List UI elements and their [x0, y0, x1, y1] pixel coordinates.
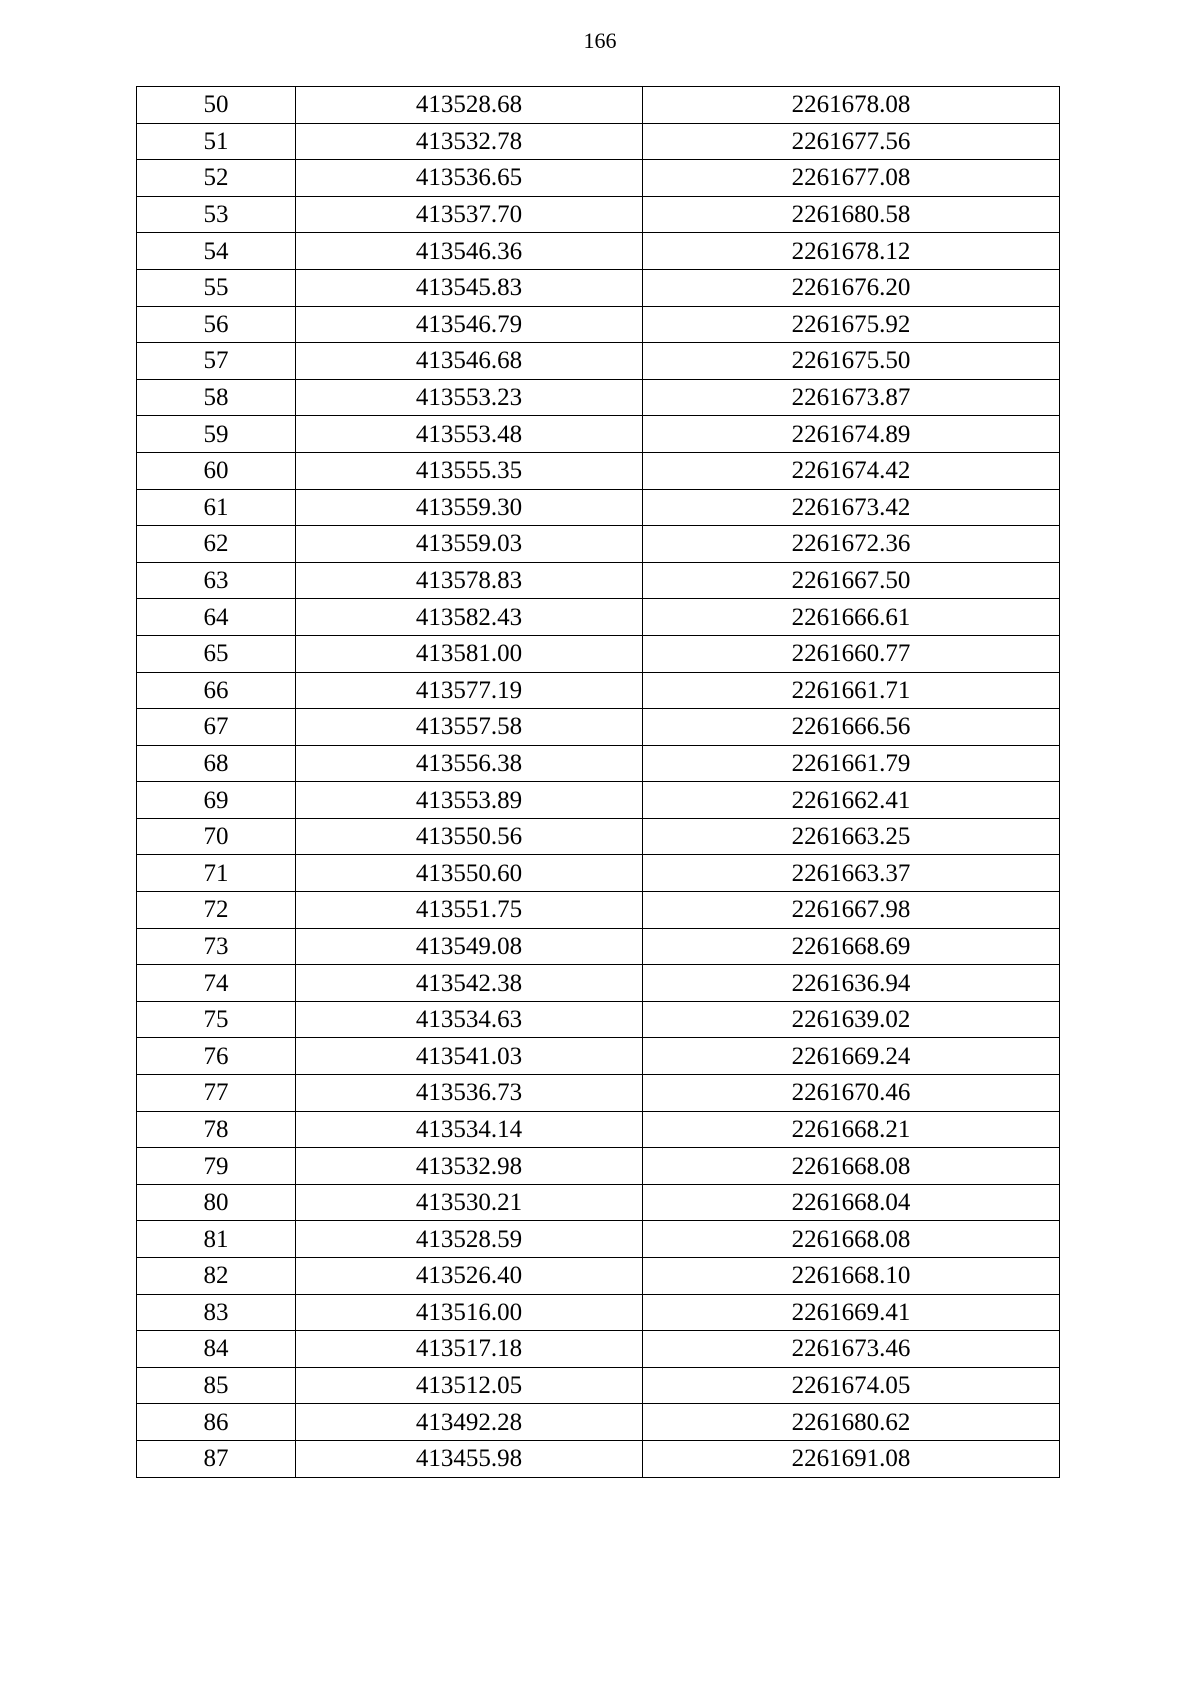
point-number-cell: 56: [137, 306, 296, 343]
coordinates-table-body: [137, 87, 1060, 1478]
x-coordinate-cell: 413549.08: [296, 928, 643, 965]
y-coordinate-cell: 2261668.04: [643, 1184, 1060, 1221]
y-coordinate-cell: 2261668.08: [643, 1148, 1060, 1185]
table-row: [137, 1184, 1060, 1221]
point-number-cell: 66: [137, 672, 296, 709]
point-number-cell: 75: [137, 1001, 296, 1038]
x-coordinate-cell: 413512.05: [296, 1367, 643, 1404]
table-row: [137, 269, 1060, 306]
point-number-cell: 58: [137, 379, 296, 416]
x-coordinate-cell: 413455.98: [296, 1440, 643, 1477]
point-number-cell: 85: [137, 1367, 296, 1404]
table-row: [137, 123, 1060, 160]
x-coordinate-cell: 413557.58: [296, 709, 643, 746]
point-number-cell: 53: [137, 196, 296, 233]
point-number-cell: 76: [137, 1038, 296, 1075]
x-coordinate-cell: 413545.83: [296, 269, 643, 306]
y-coordinate-cell: 2261674.89: [643, 416, 1060, 453]
y-coordinate-cell: 2261661.71: [643, 672, 1060, 709]
point-number-cell: 81: [137, 1221, 296, 1258]
x-coordinate-cell: 413550.56: [296, 818, 643, 855]
table-row: [137, 233, 1060, 270]
table-row: [137, 782, 1060, 819]
table-row: [137, 965, 1060, 1002]
table-row: [137, 1038, 1060, 1075]
table-row: [137, 818, 1060, 855]
table-row: [137, 379, 1060, 416]
y-coordinate-cell: 2261691.08: [643, 1440, 1060, 1477]
point-number-cell: 54: [137, 233, 296, 270]
table-row: [137, 1111, 1060, 1148]
point-number-cell: 69: [137, 782, 296, 819]
y-coordinate-cell: 2261660.77: [643, 635, 1060, 672]
y-coordinate-cell: 2261678.12: [643, 233, 1060, 270]
x-coordinate-cell: 413532.78: [296, 123, 643, 160]
x-coordinate-cell: 413546.68: [296, 343, 643, 380]
y-coordinate-cell: 2261666.56: [643, 709, 1060, 746]
point-number-cell: 79: [137, 1148, 296, 1185]
x-coordinate-cell: 413551.75: [296, 892, 643, 929]
point-number-cell: 64: [137, 599, 296, 636]
x-coordinate-cell: 413553.89: [296, 782, 643, 819]
x-coordinate-cell: 413550.60: [296, 855, 643, 892]
table-row: [137, 709, 1060, 746]
y-coordinate-cell: 2261676.20: [643, 269, 1060, 306]
x-coordinate-cell: 413517.18: [296, 1331, 643, 1368]
point-number-cell: 51: [137, 123, 296, 160]
point-number-cell: 83: [137, 1294, 296, 1331]
point-number-cell: 78: [137, 1111, 296, 1148]
table-row: [137, 1001, 1060, 1038]
x-coordinate-cell: 413530.21: [296, 1184, 643, 1221]
y-coordinate-cell: 2261677.08: [643, 160, 1060, 197]
x-coordinate-cell: 413532.98: [296, 1148, 643, 1185]
table-row: [137, 1404, 1060, 1441]
y-coordinate-cell: 2261673.87: [643, 379, 1060, 416]
table-row: [137, 306, 1060, 343]
x-coordinate-cell: 413578.83: [296, 562, 643, 599]
x-coordinate-cell: 413542.38: [296, 965, 643, 1002]
table-row: [137, 1367, 1060, 1404]
x-coordinate-cell: 413553.23: [296, 379, 643, 416]
y-coordinate-cell: 2261667.50: [643, 562, 1060, 599]
y-coordinate-cell: 2261680.62: [643, 1404, 1060, 1441]
point-number-cell: 67: [137, 709, 296, 746]
y-coordinate-cell: 2261639.02: [643, 1001, 1060, 1038]
y-coordinate-cell: 2261667.98: [643, 892, 1060, 929]
x-coordinate-cell: 413577.19: [296, 672, 643, 709]
y-coordinate-cell: 2261680.58: [643, 196, 1060, 233]
x-coordinate-cell: 413534.63: [296, 1001, 643, 1038]
point-number-cell: 63: [137, 562, 296, 599]
y-coordinate-cell: 2261663.25: [643, 818, 1060, 855]
x-coordinate-cell: 413536.65: [296, 160, 643, 197]
point-number-cell: 59: [137, 416, 296, 453]
y-coordinate-cell: 2261678.08: [643, 87, 1060, 124]
x-coordinate-cell: 413582.43: [296, 599, 643, 636]
y-coordinate-cell: 2261668.21: [643, 1111, 1060, 1148]
x-coordinate-cell: 413581.00: [296, 635, 643, 672]
point-number-cell: 70: [137, 818, 296, 855]
x-coordinate-cell: 413526.40: [296, 1258, 643, 1295]
point-number-cell: 55: [137, 269, 296, 306]
x-coordinate-cell: 413559.03: [296, 526, 643, 563]
table-row: [137, 416, 1060, 453]
x-coordinate-cell: 413536.73: [296, 1075, 643, 1112]
x-coordinate-cell: 413537.70: [296, 196, 643, 233]
table-row: [137, 1331, 1060, 1368]
y-coordinate-cell: 2261672.36: [643, 526, 1060, 563]
table-row: [137, 196, 1060, 233]
point-number-cell: 86: [137, 1404, 296, 1441]
x-coordinate-cell: 413541.03: [296, 1038, 643, 1075]
y-coordinate-cell: 2261674.05: [643, 1367, 1060, 1404]
x-coordinate-cell: 413555.35: [296, 452, 643, 489]
y-coordinate-cell: 2261670.46: [643, 1075, 1060, 1112]
y-coordinate-cell: 2261668.69: [643, 928, 1060, 965]
point-number-cell: 62: [137, 526, 296, 563]
y-coordinate-cell: 2261673.46: [643, 1331, 1060, 1368]
table-row: [137, 526, 1060, 563]
y-coordinate-cell: 2261669.41: [643, 1294, 1060, 1331]
point-number-cell: 68: [137, 745, 296, 782]
page-number: 166: [583, 28, 617, 53]
table-row: [137, 1075, 1060, 1112]
table-row: [137, 1258, 1060, 1295]
point-number-cell: 84: [137, 1331, 296, 1368]
point-number-cell: 52: [137, 160, 296, 197]
point-number-cell: 82: [137, 1258, 296, 1295]
y-coordinate-cell: 2261675.50: [643, 343, 1060, 380]
y-coordinate-cell: 2261661.79: [643, 745, 1060, 782]
table-row: [137, 855, 1060, 892]
y-coordinate-cell: 2261636.94: [643, 965, 1060, 1002]
point-number-cell: 65: [137, 635, 296, 672]
y-coordinate-cell: 2261677.56: [643, 123, 1060, 160]
y-coordinate-cell: 2261669.24: [643, 1038, 1060, 1075]
x-coordinate-cell: 413553.48: [296, 416, 643, 453]
point-number-cell: 77: [137, 1075, 296, 1112]
table-row: [137, 87, 1060, 124]
x-coordinate-cell: 413492.28: [296, 1404, 643, 1441]
point-number-cell: 57: [137, 343, 296, 380]
table-row: [137, 599, 1060, 636]
table-row: [137, 745, 1060, 782]
point-number-cell: 60: [137, 452, 296, 489]
x-coordinate-cell: 413534.14: [296, 1111, 643, 1148]
table-row: [137, 1294, 1060, 1331]
x-coordinate-cell: 413559.30: [296, 489, 643, 526]
point-number-cell: 80: [137, 1184, 296, 1221]
point-number-cell: 72: [137, 892, 296, 929]
point-number-cell: 61: [137, 489, 296, 526]
table-row: [137, 489, 1060, 526]
table-row: [137, 1440, 1060, 1477]
table-row: [137, 892, 1060, 929]
table-row: [137, 343, 1060, 380]
y-coordinate-cell: 2261668.10: [643, 1258, 1060, 1295]
table-row: [137, 928, 1060, 965]
y-coordinate-cell: 2261666.61: [643, 599, 1060, 636]
y-coordinate-cell: 2261668.08: [643, 1221, 1060, 1258]
table-row: [137, 1221, 1060, 1258]
point-number-cell: 87: [137, 1440, 296, 1477]
point-number-cell: 74: [137, 965, 296, 1002]
table-row: [137, 452, 1060, 489]
y-coordinate-cell: 2261662.41: [643, 782, 1060, 819]
x-coordinate-cell: 413516.00: [296, 1294, 643, 1331]
x-coordinate-cell: 413546.36: [296, 233, 643, 270]
table-row: [137, 562, 1060, 599]
point-number-cell: 50: [137, 87, 296, 124]
table-row: [137, 1148, 1060, 1185]
point-number-cell: 73: [137, 928, 296, 965]
y-coordinate-cell: 2261673.42: [643, 489, 1060, 526]
x-coordinate-cell: 413546.79: [296, 306, 643, 343]
y-coordinate-cell: 2261674.42: [643, 452, 1060, 489]
coordinates-table: [136, 86, 1060, 1478]
y-coordinate-cell: 2261663.37: [643, 855, 1060, 892]
x-coordinate-cell: 413528.59: [296, 1221, 643, 1258]
point-number-cell: 71: [137, 855, 296, 892]
table-row: [137, 635, 1060, 672]
table-row: [137, 672, 1060, 709]
table-row: [137, 160, 1060, 197]
x-coordinate-cell: 413528.68: [296, 87, 643, 124]
x-coordinate-cell: 413556.38: [296, 745, 643, 782]
y-coordinate-cell: 2261675.92: [643, 306, 1060, 343]
